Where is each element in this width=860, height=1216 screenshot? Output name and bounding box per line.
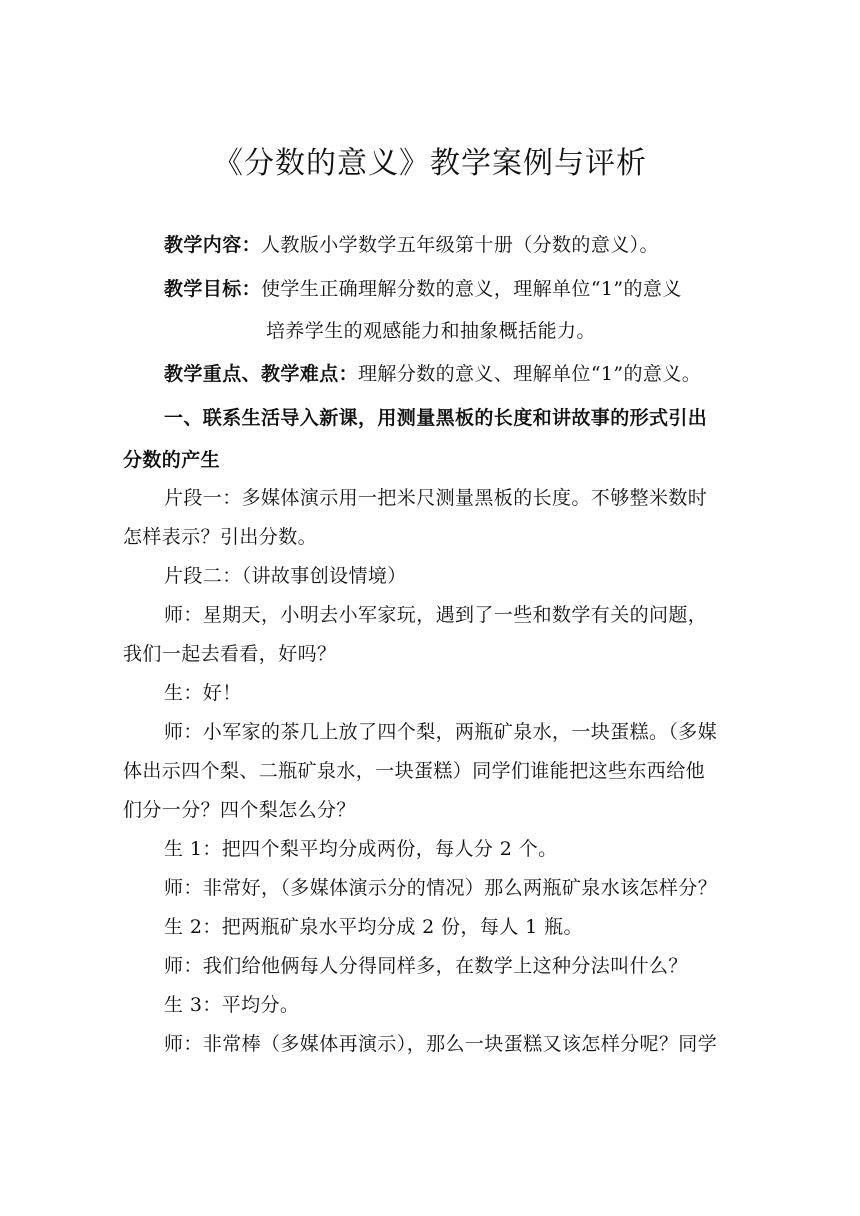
paragraph-line: 师：非常好，（多媒体演示分的情况）那么两瓶矿泉水该怎样分？ [164,877,718,899]
teaching-goal-label: 教学目标： [164,278,262,300]
paragraph-line: 我们一起去看看，好吗？ [123,643,337,665]
teaching-focus-line [164,359,701,389]
teaching-goal-line [164,274,682,304]
document-title: 《分数的意义》教学案例与评析 [213,146,647,181]
teaching-focus-label: 教学重点、教学难点： [164,363,359,385]
paragraph-line: 生 3：平均分。 [164,994,300,1016]
paragraph-line: 生 1：把四个梨平均分成两份，每人分 2 个。 [164,838,558,860]
paragraph-line: 生：好！ [164,682,242,704]
section-1-heading-line-2: 分数的产生 [123,449,221,471]
paragraph-line: 怎样表示？引出分数。 [123,526,318,548]
paragraph-line: 生 2：把两瓶矿泉水平均分成 2 份，每人 1 瓶。 [164,916,583,938]
paragraph-line: 片段一：多媒体演示用一把米尺测量黑板的长度。不够整米数时 [164,487,708,509]
paragraph-line: 师：我们给他俩每人分得同样多，在数学上这种分法叫什么？ [164,955,688,977]
teaching-content-text: 人教版小学数学五年级第十册（分数的意义）。 [261,234,659,256]
paragraph-line: 们分一分？四个梨怎么分？ [123,799,356,821]
teaching-goal-text-1: 使学生正确理解分数的意义，理解单位“1”的意义 [261,278,682,300]
paragraph-line: 师：非常棒（多媒体再演示），那么一块蛋糕又该怎样分呢？同学 [164,1033,718,1055]
paragraph-line: 片段二：（讲故事创设情境） [164,565,407,587]
teaching-content-line [164,230,659,260]
teaching-goal-text-2: 培养学生的观感能力和抽象概括能力。 [266,320,596,342]
teaching-focus-text: 理解分数的意义、理解单位“1”的意义。 [358,363,702,385]
section-1-heading-line-1: 一、联系生活导入新课，用测量黑板的长度和讲故事的形式引出 [164,407,708,429]
paragraph-line: 师：小军家的茶几上放了四个梨，两瓶矿泉水，一块蛋糕。（多媒 [164,721,718,743]
paragraph-line: 体出示四个梨、二瓶矿泉水，一块蛋糕）同学们谁能把这些东西给他 [123,760,706,782]
teaching-content-label: 教学内容： [164,234,262,256]
paragraph-line: 师：星期天，小明去小军家玩，遇到了一些和数学有关的问题， [164,604,708,626]
